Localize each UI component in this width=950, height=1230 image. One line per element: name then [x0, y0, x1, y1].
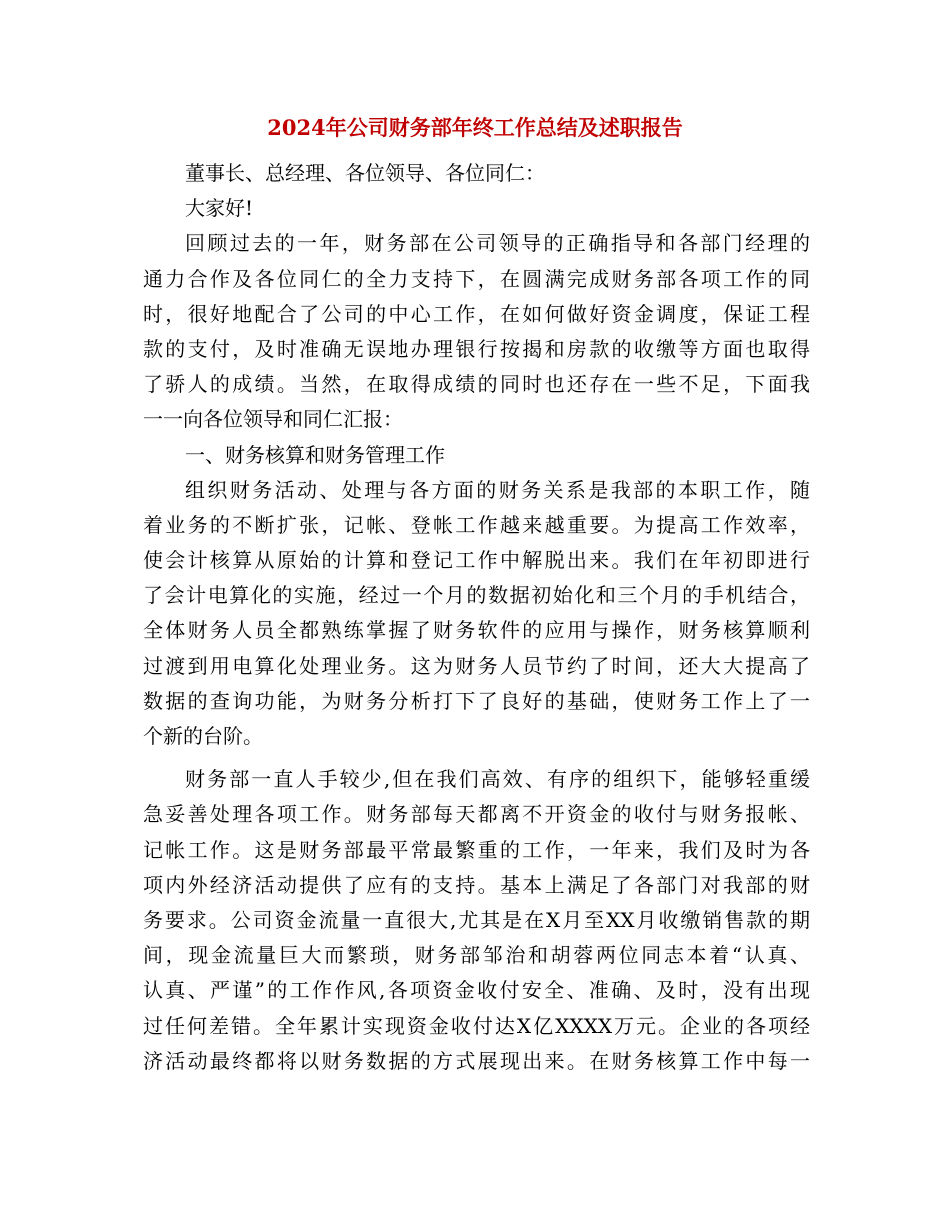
text-line: 款的支付，及时准确无误地办理银行按揭和房款的收缴等方面也取得	[143, 336, 810, 361]
text-line: 了骄人的成绩。当然，在取得成绩的同时也还存在一些不足，下面我	[143, 372, 810, 397]
cash-management-paragraph	[143, 762, 810, 1079]
text-line: 一一向各位领导和同仁汇报：	[143, 407, 403, 432]
greeting-line: 大家好!	[185, 196, 254, 221]
text-line: 组织财务活动、处理与各方面的财务关系是我部的本职工作，随	[185, 477, 810, 502]
text-line: 过任何差错。全年累计实现资金收付达X亿XXXX万元。企业的各项经	[143, 1013, 810, 1038]
text-line: 了会计电算化的实施，经过一个月的数据初始化和三个月的手机结合，	[143, 583, 810, 608]
text-line: 回顾过去的一年，财务部在公司领导的正确指导和各部门经理的	[185, 231, 810, 256]
accounting-paragraph	[143, 473, 810, 755]
text-line: 财务部一直人手较少,但在我们高效、有序的组织下，能够轻重缓	[185, 767, 810, 792]
text-line: 过渡到用电算化处理业务。这为财务人员节约了时间，还大大提高了	[143, 653, 810, 678]
paragraph-spacer	[143, 754, 810, 762]
text-line: 间，现金流量巨大而繁琐，财务部邹治和胡蓉两位同志本着“认真、	[143, 943, 810, 968]
text-line: 济活动最终都将以财务数据的方式展现出来。在财务核算工作中每一	[143, 1048, 810, 1073]
text-line: 时，很好地配合了公司的中心工作，在如何做好资金调度，保证工程	[143, 301, 810, 326]
salutation-paragraph	[143, 156, 810, 191]
text-line: 认真、严谨”的工作作风,各项资金收付安全、准确、及时，没有出现	[143, 978, 810, 1003]
text-line: 项内外经济活动提供了应有的支持。基本上满足了各部门对我部的财	[143, 872, 810, 897]
intro-paragraph	[143, 226, 810, 437]
text-line: 记帐工作。这是财务部最平常最繁重的工作，一年来，我们及时为各	[143, 837, 810, 862]
text-line: 个新的台阶。	[143, 724, 263, 748]
greeting-paragraph	[143, 191, 810, 226]
text-line: 着业务的不断扩张，记帐、登帐工作越来越重要。为提高工作效率，	[143, 512, 810, 537]
text-line: 数据的查询功能，为财务分析打下了良好的基础，使财务工作上了一	[143, 688, 810, 713]
text-line: 务要求。公司资金流量一直很大,尤其是在X月至XX月收缴销售款的期	[143, 907, 810, 932]
section-heading: 一、财务核算和财务管理工作	[185, 442, 445, 467]
section-heading-paragraph	[143, 438, 810, 473]
text-line: 全体财务人员全都熟练掌握了财务软件的应用与操作，财务核算顺利	[143, 618, 810, 643]
salutation-line: 董事长、总经理、各位领导、各位同仁：	[185, 161, 545, 185]
document-body	[143, 156, 810, 1079]
document-title: 2024年公司财务部年终工作总结及述职报告	[267, 115, 683, 140]
text-line: 使会计核算从原始的计算和登记工作中解脱出来。我们在年初即进行	[143, 548, 810, 573]
text-line: 急妥善处理各项工作。财务部每天都离不开资金的收付与财务报帐、	[143, 802, 810, 827]
text-line: 通力合作及各位同仁的全力支持下，在圆满完成财务部各项工作的同	[143, 266, 810, 291]
